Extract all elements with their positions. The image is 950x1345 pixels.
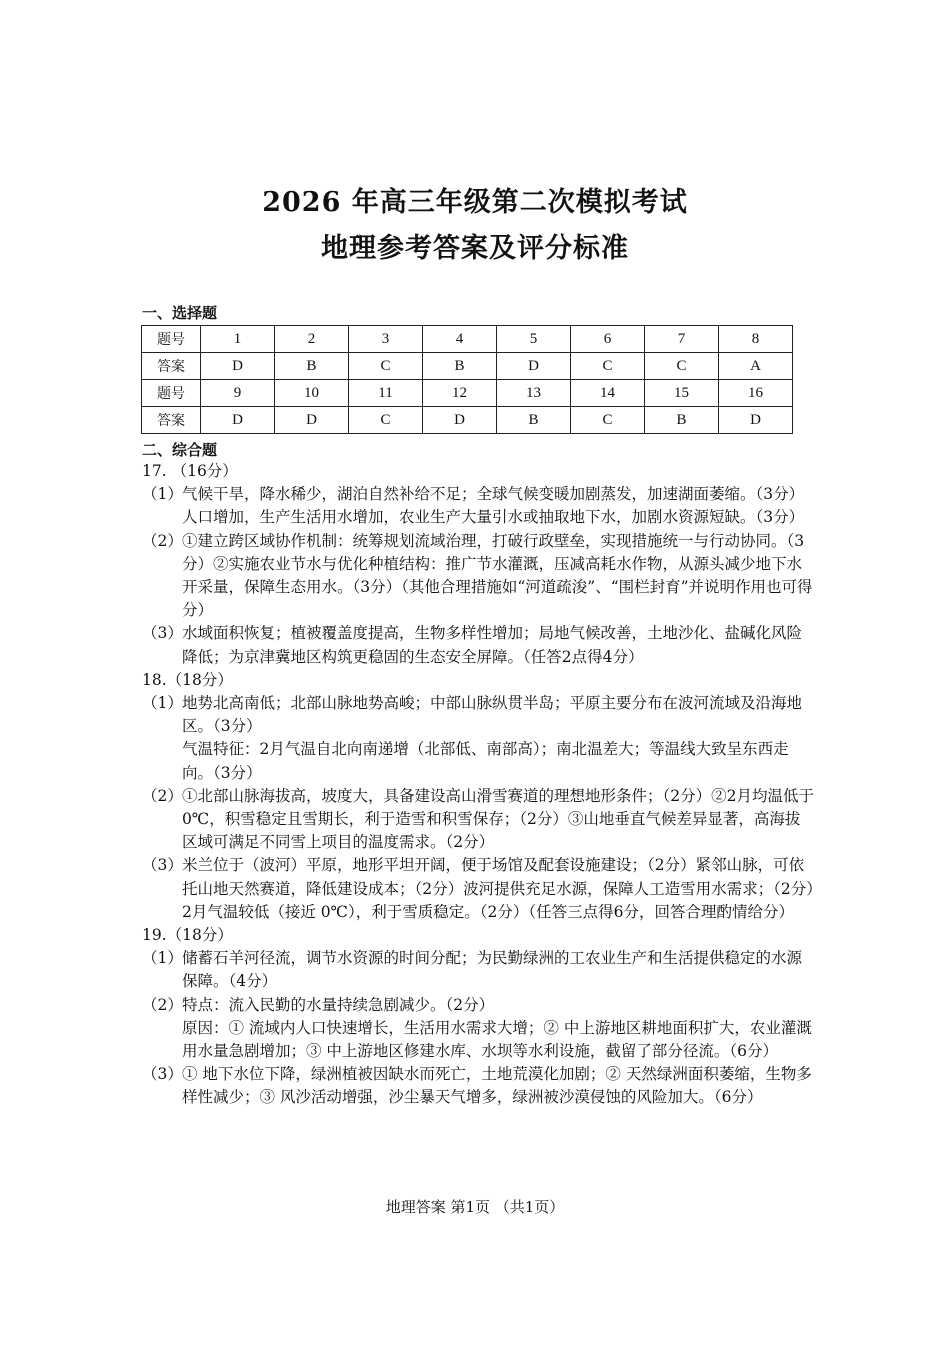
question-number: 7: [645, 326, 719, 353]
answer-cell: B: [497, 407, 571, 434]
part-label: （1）: [142, 485, 183, 504]
part-text: ①建立跨区域协作机制：统筹规划流域治理，打破行政壁垒，实现措施统一与行动协同。（3分）②实施农业节水与优化种植结构：推广节水灌溉，压减高耗水作物，从源头减少地下水开采量，保障生态用水。（3分）（其他合理措施如“河道疏浚”、“围栏封育”并说明作用也可得分）: [182, 531, 813, 620]
question-number: 15: [645, 380, 719, 407]
section1-heading: 一、选择题: [142, 304, 218, 322]
question-number: 2: [275, 326, 349, 353]
part-text: ①北部山脉海拔高，坡度大，具备建设高山滑雪赛道的理想地形条件；（2分）②2月均温低于 0℃，积雪稳定且雪期长，利于造雪和积雪保存；（2分）③山地垂直气候差异显著，高海拔区域可满足不同雪上项目的温度需求。（2分）: [182, 786, 814, 852]
part-text: ① 地下水位下降，绿洲植被因缺水而死亡，土地荒漠化加剧；② 天然绿洲面积萎缩，生物多样性减少；③ 风沙活动增强，沙尘暴天气增多，绿洲被沙漠侵蚀的风险加大。（6分）: [182, 1065, 812, 1107]
question-number: 14: [571, 380, 645, 407]
question-number: 8: [719, 326, 793, 353]
answer-cell: B: [645, 407, 719, 434]
question-number: 5: [497, 326, 571, 353]
exam-subtitle: 地理参考答案及评分标准: [321, 233, 629, 264]
answer-table: [141, 325, 793, 434]
row-label-question: 题号: [142, 326, 201, 353]
q17-part3: [142, 622, 814, 668]
question-number: 9: [201, 380, 275, 407]
answer-cell: C: [349, 407, 423, 434]
question-number: 16: [719, 380, 793, 407]
part-label: （2）: [142, 531, 183, 550]
essay-answers: [142, 460, 814, 1110]
part-text: 地势北高南低；北部山脉地势高峻；中部山脉纵贯半岛；平原主要分布在波河流域及沿海地区。（3分）: [182, 694, 803, 736]
question-number: 13: [497, 380, 571, 407]
answer-cell: B: [423, 353, 497, 380]
q19-part3: [142, 1063, 814, 1109]
table-row: [142, 326, 793, 353]
q19-part2-extra: 原因：① 流域内人口快速增长，生活用水需求大增；② 中上游地区耕地面积扩大，农业灌溉用水量急剧增加；③ 中上游地区修建水库、水坝等水利设施，截留了部分径流。（6分）: [182, 1018, 812, 1061]
page-footer: 地理答案 第1页 （共1页）: [385, 1198, 565, 1216]
q18-part2: [142, 785, 814, 855]
q19-heading: 19.（18分）: [142, 926, 233, 945]
answer-cell: C: [645, 353, 719, 380]
answer-cell: D: [275, 407, 349, 434]
part-label: （1）: [142, 694, 183, 713]
row-label-question: 题号: [142, 380, 201, 407]
question-number: 10: [275, 380, 349, 407]
question-number: 3: [349, 326, 423, 353]
question-number: 4: [423, 326, 497, 353]
answer-cell: C: [349, 353, 423, 380]
question-number: 12: [423, 380, 497, 407]
question-number: 1: [201, 326, 275, 353]
part-label: （3）: [142, 624, 183, 643]
part-text: 水域面积恢复；植被覆盖度提高，生物多样性增加；局地气候改善，土地沙化、盐碱化风险降低；为京津冀地区构筑更稳固的生态安全屏障。（任答2点得4分）: [182, 624, 803, 666]
answer-cell: C: [571, 407, 645, 434]
answer-cell: A: [719, 353, 793, 380]
q18-part3: [142, 854, 814, 924]
q18-heading: 18.（18分）: [142, 670, 233, 689]
part-text: 特点：流入民勤的水量持续急剧减少。（2分）: [182, 995, 495, 1014]
answer-cell: B: [275, 353, 349, 380]
answer-cell: D: [423, 407, 497, 434]
part-text: 储蓄石羊河径流，调节水资源的时间分配；为民勤绿洲的工农业生产和生活提供稳定的水源保障。（4分）: [182, 949, 803, 991]
answer-cell: D: [201, 353, 275, 380]
table-row: [142, 407, 793, 434]
exam-title: 2026 年高三年级第二次模拟考试: [262, 187, 688, 218]
row-label-answer: 答案: [142, 353, 201, 380]
q19-part2: [142, 994, 814, 1017]
section2-heading: 二、综合题: [142, 441, 218, 459]
table-row: [142, 380, 793, 407]
answer-cell: D: [201, 407, 275, 434]
part-label: （2）: [142, 786, 183, 805]
part-label: （3）: [142, 1065, 183, 1084]
q17-part1: [142, 483, 814, 529]
answer-cell: C: [571, 353, 645, 380]
part-label: （2）: [142, 995, 183, 1014]
question-number: 6: [571, 326, 645, 353]
q17-heading: 17. （16分）: [142, 462, 238, 480]
question-number: 11: [349, 380, 423, 407]
q17-part2: [142, 530, 814, 623]
q19-part1: [142, 947, 814, 993]
q18-part1-extra: 气温特征：2月气温自北向南递增（北部低、南部高）；南北温差大；等温线大致呈东西走向。（3分）: [182, 740, 789, 782]
row-label-answer: 答案: [142, 407, 201, 434]
part-label: （3）: [142, 856, 183, 875]
part-text: 气候干旱，降水稀少，湖泊自然补给不足；全球气候变暖加剧蒸发，加速湖面萎缩。（3分）人口增加，生产生活用水增加，农业生产大量引水或抽取地下水，加剧水资源短缺。（3分）: [182, 485, 805, 527]
q18-part1: [142, 692, 814, 738]
part-text: 米兰位于（波河）平原，地形平坦开阔，便于场馆及配套设施建设；（2分）紧邻山脉，可依托山地天然赛道，降低建设成本；（2分）波河提供充足水源，保障人工造雪用水需求；（2分）2月气温较低（接近 0℃），利于雪质稳定。（2分）（任答三点得6分，回答合理酌情给分）: [182, 856, 814, 921]
answer-cell: D: [719, 407, 793, 434]
answer-cell: D: [497, 353, 571, 380]
part-label: （1）: [142, 949, 183, 968]
table-row: [142, 353, 793, 380]
